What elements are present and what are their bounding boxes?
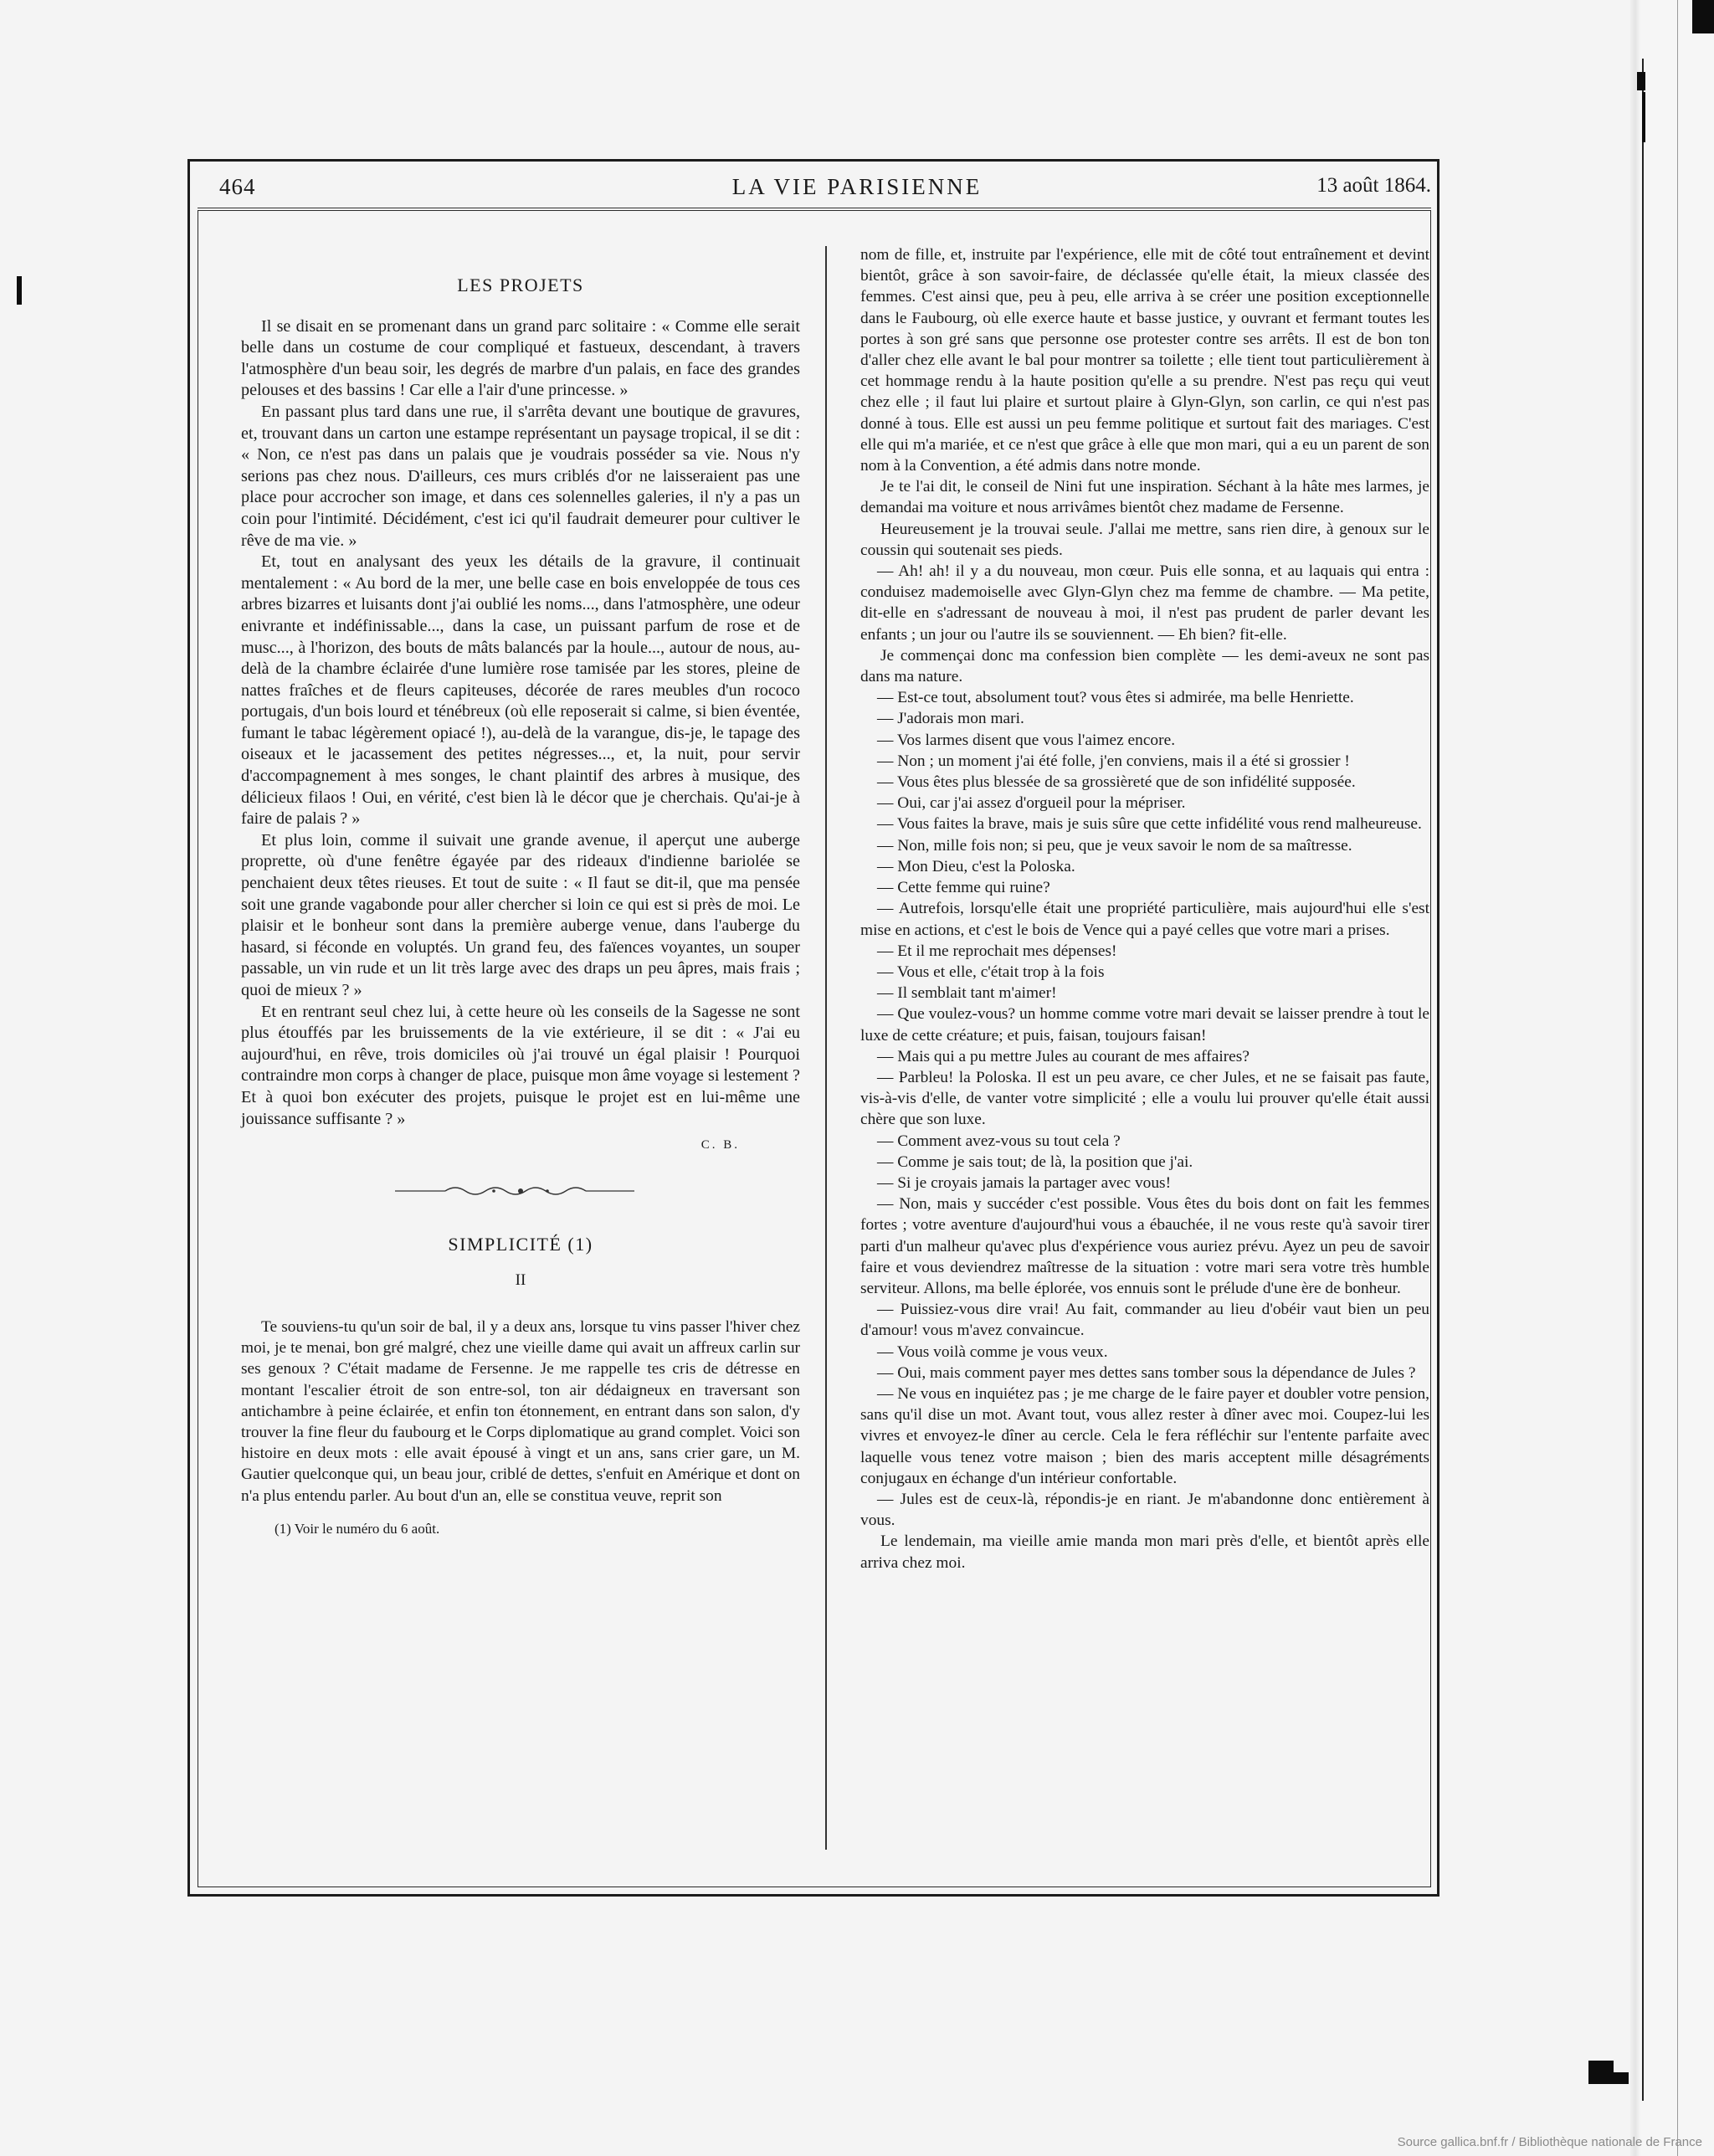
paragraph: Le lendemain, ma vieille amie manda mon mari près d'elle, et bientôt après elle arriva chez moi.: [860, 1532, 1429, 1572]
paragraph: — Ah! ah! il y a du nouveau, mon cœur. Puis elle sonna, et au laquais qui entra : conduisez mademoiselle avec Glyn-Glyn chez ma femme de chambre. — Ma petite, dit-elle en s'adressant de nouveau à moi, il n'est pas prudent de parler devant les enfants ; un jour ou l'autre ils se souviennent. — Eh bien? fit-elle.: [860, 562, 1429, 644]
paragraph: — Mon Dieu, c'est la Poloska.: [877, 857, 1075, 875]
paragraph: — Et il me reprochait mes dépenses!: [877, 942, 1117, 960]
article-title: SIMPLICITÉ (1): [448, 1233, 593, 1255]
paragraph: — Mais qui a pu mettre Jules au courant de mes affaires?: [877, 1047, 1250, 1065]
paragraph: — Jules est de ceux-là, répondis-je en riant. Je m'abandonne donc entièrement à vous.: [860, 1490, 1429, 1530]
paragraph: — Cette femme qui ruine?: [877, 879, 1050, 897]
paragraph: — Que voulez-vous? un homme comme votre mari devait se laisser prendre à tout le luxe de cette créature; et puis, faisan, toujours faisan!: [860, 1005, 1429, 1045]
scan-registration-mark: [1642, 92, 1645, 142]
article-body: [241, 316, 800, 1131]
article-body-continued: [860, 244, 1429, 1573]
paragraph: — Ne vous en inquiétez pas ; je me charge de le faire payer et doubler votre pension, sans qu'il dise un mot. Avant tout, vous allez rester à dîner avec moi. Coupez-lui les vivres et envoyez-le dîner au cercle. Cela le fera réfléchir sur l'entente parfaite avec laquelle vous tenez votre maison ; bien des maris acceptent mille désagréments conjugaux en échange d'un intérieur confortable.: [860, 1384, 1429, 1487]
paragraph: — J'adorais mon mari.: [877, 710, 1024, 728]
paragraph: — Il semblait tant m'aimer!: [877, 984, 1057, 1003]
article-body: [241, 1317, 800, 1507]
paragraph: — Oui, mais comment payer mes dettes sans tomber sous la dépendance de Jules ?: [877, 1363, 1416, 1382]
footnote: (1) Voir le numéro du 6 août.: [275, 1520, 440, 1537]
scan-registration-mark: [1610, 2072, 1629, 2084]
paragraph: — Non, mais y succéder c'est possible. Vous êtes du bois dont on fait les femmes fortes ; votre aventure d'aujourd'hui vous a ébauchée, il ne vous reste qu'à savoir tirer parti d'un malheur qu'avec plus d'expérience vous auriez prévu. Ayez un peu de savoir faire et vous deviendrez maîtresse de la situation : votre mari sera votre très humble serviteur. Allons, ma belle éplorée, vos ennuis sont le prélude d'une ère de bonheur.: [860, 1195, 1429, 1297]
scan-edge-line: [1642, 59, 1644, 2101]
paragraph: — Vous êtes plus blessée de sa grossièreté que de son infidélité supposée.: [877, 773, 1356, 792]
paragraph: nom de fille, et, instruite par l'expérience, elle mit de côté tout entraînement et devint bientôt, grâce à son savoir-faire, de déclassée qu'elle était, la mieux classée des femmes. C'est ainsi que, peu à peu, elle arriva à se créer une position exceptionnelle dans le Faubourg, où elle exerce haute et basse justice, y ouvrant et fermant toutes les portes à son gré sans que personne ose protester contre ses arrêts. Il est de bon ton d'aller chez elle avant le bal pour montrer sa toilette ; elle tient tout particulièrement à cet hommage rendu à la haute position qu'elle a su prendre. N'est pas reçu qui veut chez elle ; il faut lui plaire et surtout plaire à Glyn-Glyn, son carlin, ce qui n'est pas donné à tous. Elle est aussi un peu femme politique et surtout fait des mariages. C'est elle qui m'a mariée, et ce n'est que grâce à elle que mon mari, qui a eu un parent de son nom à la Convention, a été admis dans notre monde.: [860, 246, 1429, 475]
article-title: LES PROJETS: [457, 275, 584, 295]
paragraph: Je commençai donc ma confession bien complète — les demi-aveux ne sont pas dans ma nature.: [860, 646, 1429, 686]
scan-registration-mark: [17, 276, 22, 305]
column-divider: [825, 246, 827, 1850]
scan-edge-line: [1677, 0, 1678, 2156]
paragraph: — Est-ce tout, absolument tout? vous êtes si admirée, ma belle Henriette.: [877, 689, 1354, 707]
paragraph: — Vous voilà comme je vous veux.: [877, 1342, 1108, 1361]
paragraph: — Comment avez-vous su tout cela ?: [877, 1132, 1121, 1150]
paragraph: — Comme je sais tout; de là, la position que j'ai.: [877, 1152, 1193, 1171]
issue-date: 13 août 1864.: [1316, 174, 1431, 197]
journal-title: LA VIE PARISIENNE: [731, 174, 983, 199]
paragraph: En passant plus tard dans une rue, il s'arrêta devant une boutique de gravures, et, trouvant dans un carton une estampe représentant un paysage tropical, il se dit : « Non, ce n'est pas dans un palais que je voudrais posséder sa vie. Nous n'y serions pas chez nous. D'ailleurs, ces murs criblés d'or ne laisseraient pas une place pour accrocher son image, et dans ces solennelles galeries, il n'y a pas un coin pour l'intimité. Décidément, c'est ici qu'il faudrait demeurer pour cultiver le rêve de ma vie. »: [241, 402, 800, 550]
paragraph: — Parbleu! la Poloska. Il est un peu avare, ce cher Jules, et ne se faisait pas faute, vis-à-vis d'elle, de vanter votre simplicité ; elle a voulu lui prouver qu'elle était aussi chère que son luxe.: [860, 1068, 1429, 1129]
paragraph: Et en rentrant seul chez lui, à cette heure où les conseils de la Sagesse ne sont plus étouffés par les bruissements de la vie extérieure, il se dit : « J'ai eu aujourd'hui, en rêve, trois domiciles où j'ai trouvé un égal plaisir ! Pourquoi contraindre mon corps à changer de place, puisque mon âme voyage si lestement ? Et à quoi bon exécuter des projets, puisque le projet est en lui-même une jouissance suffisante ? »: [241, 1002, 800, 1128]
paragraph: — Puissiez-vous dire vrai! Au fait, commander au lieu d'obéir vaut bien un peu d'amour! vous m'avez convaincue.: [860, 1301, 1429, 1340]
paragraph: Et plus loin, comme il suivait une grande avenue, il aperçut une auberge proprette, où d'une fenêtre égayée par des rideaux d'indienne bariolée se penchaient deux têtes rieuses. Et tout de suite : « Il faut se dit-il, que ma pensée soit une grande vagabonde pour aller chercher si loin ce qui est si près de moi. Le plaisir et le bonheur sont dans la première auberge venue, dans l'auberge du hasard, si féconde en voluptés. Un grand feu, des faïences voyantes, un souper passable, un vin rude et un lit très large avec des draps un peu âpres, mais frais ; quoi de mieux ? »: [241, 830, 800, 999]
paragraph: — Autrefois, lorsqu'elle était une propriété particulière, mais aujourd'hui elle s'est mise en actions, et c'est le bois de Vence qui a payé celles que votre mari a prises.: [860, 900, 1429, 939]
scan-registration-mark: [1637, 72, 1645, 90]
paragraph: Il se disait en se promenant dans un grand parc solitaire : « Comme elle serait belle dans un costume de cour compliqué et fastueux, descendant, à travers l'atmosphère d'un beau soir, les degrés de marbre d'un palais, en face des grandes pelouses et des bassins ! Car elle a l'air d'une princesse. »: [241, 316, 800, 400]
paragraph: — Si je croyais jamais la partager avec vous!: [877, 1173, 1172, 1192]
page-number: 464: [219, 174, 256, 199]
paragraph: — Vous et elle, c'était trop à la fois: [877, 963, 1105, 981]
paragraph: Te souviens-tu qu'un soir de bal, il y a deux ans, lorsque tu vins passer l'hiver chez moi, je te menai, bon gré malgré, chez une vieille dame qui avait un affreux carlin sur ses genoux ? C'était madame de Fersenne. Je me rappelle tes cris de détresse en montant l'escalier étroit de son entre-sol, ton air dédaigneux en traversant son antichambre à peine éclairée, et enfin ton étonnement, en entrant dans son salon, d'y trouver la fine fleur du faubourg et le Corps diplomatique au grand complet. Voici son histoire en deux mots : elle avait épousé à vingt et un ans, sans crier gare, un M. Gautier quelconque qui, un beau jour, criblé de dettes, s'enfuit en Amérique et dont on n'a plus entendu parler. Au bout d'un an, elle se constitua veuve, reprit son: [241, 1317, 800, 1505]
paragraph: — Non ; un moment j'ai été folle, j'en conviens, mais il a été si grossier !: [877, 752, 1350, 770]
paragraph: Et, tout en analysant des yeux les détails de la gravure, il continuait mentalement : « Au bord de la mer, une belle case en bois enveloppée de tous ces arbres bizarres et luisants dont j'ai oublié les noms..., dans l'atmosphère, une odeur enivrante et indéfinissable..., dans la case, un puissant parfum de rose et de musc..., à l'horizon, des bouts de mâts balancés par la houle..., autour de nous, au-delà de la chambre éclairée d'une lumière rose tamisée par les stores, pleine de nattes fraîches et de fleurs capiteuses, décorée de rares meubles d'un rococo portugais, d'un bois lourd et ténébreux (où elle reposerait si calme, si bien éventée, fumant le tabac légèrement opiacé !), au-delà de la varangue, dis-je, le tapage des oiseaux et le jacassement des petites négresses..., et, la nuit, pour servir d'accompagnement à mes songes, le chant plaintif des arbres à musique, des délicieux filaos ! Oui, en vérité, c'est bien là le décor que je cherchais. Qu'ai-je à faire de palais ? »: [241, 552, 800, 829]
chapter-number: II: [515, 1271, 526, 1290]
right-column: [860, 244, 1429, 1573]
paragraph: — Vos larmes disent que vous l'aimez encore.: [877, 731, 1176, 749]
paragraph: Heureusement je la trouvai seule. J'allai me mettre, sans rien dire, à genoux sur le coussin qui soutenait ses pieds.: [860, 520, 1429, 559]
source-credit: Source gallica.bnf.fr / Bibliothèque nationale de France: [1397, 2135, 1702, 2149]
scan-registration-mark: [1692, 0, 1714, 33]
paragraph: — Oui, car j'ai assez d'orgueil pour la mépriser.: [877, 794, 1186, 813]
paragraph: — Non, mille fois non; si peu, que je veux savoir le nom de sa maîtresse.: [877, 836, 1352, 855]
ornament-divider: [395, 1182, 646, 1200]
paragraph: Je te l'ai dit, le conseil de Nini fut une inspiration. Séchant à la hâte mes larmes, je demandai ma voiture et nous arrivâmes bientôt chez madame de Fersenne.: [860, 478, 1429, 517]
paragraph: — Vous faites la brave, mais je suis sûre que cette infidélité vous rend malheureuse.: [877, 815, 1422, 834]
author-signature: C. B.: [700, 1138, 740, 1152]
left-column: [241, 275, 800, 1539]
